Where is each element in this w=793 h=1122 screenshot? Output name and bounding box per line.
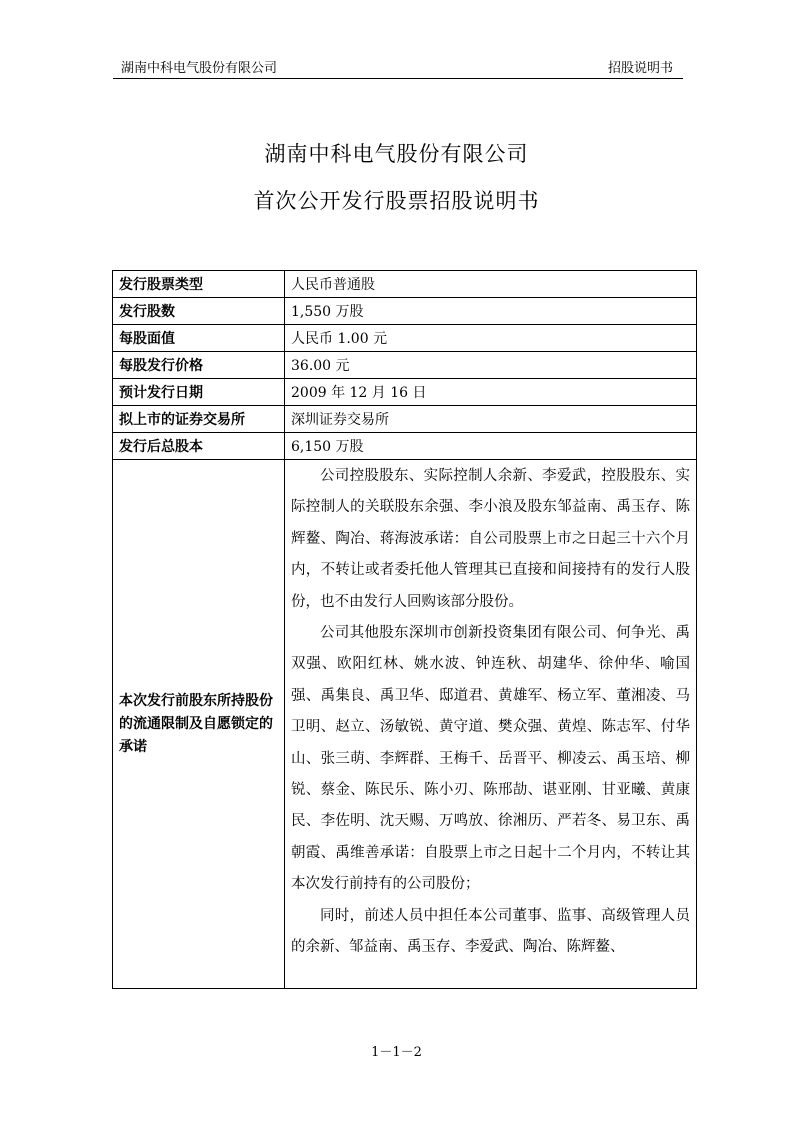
row-value: 人民币 1.00 元 [285, 325, 697, 352]
offering-summary-table [112, 270, 697, 989]
row-value: 2009 年 12 月 16 日 [285, 379, 697, 406]
document-title-company: 湖南中科电气股份有限公司 [264, 142, 529, 166]
row-label: 每股面值 [113, 325, 285, 352]
row-value: 深圳证券交易所 [285, 406, 697, 433]
row-value: 人民币普通股 [285, 271, 697, 298]
lockup-commitment-row [113, 460, 697, 989]
row-label: 发行股数 [113, 298, 285, 325]
row-label: 发行后总股本 [113, 433, 285, 460]
table-row [113, 271, 697, 298]
header-company-name: 湖南中科电气股份有限公司 [121, 61, 278, 76]
row-label: 发行股票类型 [113, 271, 285, 298]
row-label: 每股发行价格 [113, 352, 285, 379]
row-value: 6,150 万股 [285, 433, 697, 460]
table-row [113, 325, 697, 352]
lockup-paragraph-directors: 同时，前述人员中担任本公司董事、监事、高级管理人员的余新、邹益南、禹玉存、李爱武、陶冶、陈辉鳌、 [291, 907, 690, 956]
page-number: 1－1－2 [371, 1045, 422, 1060]
lockup-commitment-label: 本次发行前股东所持股份的流通限制及自愿锁定的承诺 [113, 460, 285, 989]
document-title-prospectus: 首次公开发行股票招股说明书 [253, 189, 540, 213]
lockup-paragraph-controlling-shareholders: 公司控股股东、实际控制人余新、李爱武，控股股东、实际控制人的关联股东余强、李小浪及股东邹益南、禹玉存、陈辉鳌、陶冶、蒋海波承诺：自公司股票上市之日起三十六个月内，不转让或者委托他人管理其已直接和间接持有的发行人股份，也不由发行人回购该部分股份。 [291, 468, 690, 610]
table-row [113, 352, 697, 379]
row-label: 拟上市的证券交易所 [113, 406, 285, 433]
table-row [113, 298, 697, 325]
header-document-type: 招股说明书 [607, 61, 673, 76]
lockup-paragraph-other-shareholders: 公司其他股东深圳市创新投资集团有限公司、何争光、禹双强、欧阳红林、姚水波、钟连秋、胡建华、徐仲华、喻国强、禹集良、禹卫华、邸道君、黄雄军、杨立军、董湘凌、马卫明、赵立、汤敏锐、黄守道、樊众强、黄煌、陈志军、付华山、张三萌、李辉群、王梅千、岳晋平、柳凌云、禹玉培、柳锐、蔡金、陈民乐、陈小刃、陈邢劼、谌亚刚、甘亚曦、黄康民、李佐明、沈天赐、万鸣放、徐湘历、严若冬、易卫东、禹朝霞、禹维善承诺：自股票上市之日起十二个月内，不转让其本次发行前持有的公司股份； [291, 625, 690, 893]
lockup-commitment-text [285, 460, 697, 989]
table-row [113, 433, 697, 460]
row-label: 预计发行日期 [113, 379, 285, 406]
row-value: 36.00 元 [285, 352, 697, 379]
header-divider [113, 78, 683, 79]
table-row [113, 406, 697, 433]
row-value: 1,550 万股 [285, 298, 697, 325]
table-row [113, 379, 697, 406]
